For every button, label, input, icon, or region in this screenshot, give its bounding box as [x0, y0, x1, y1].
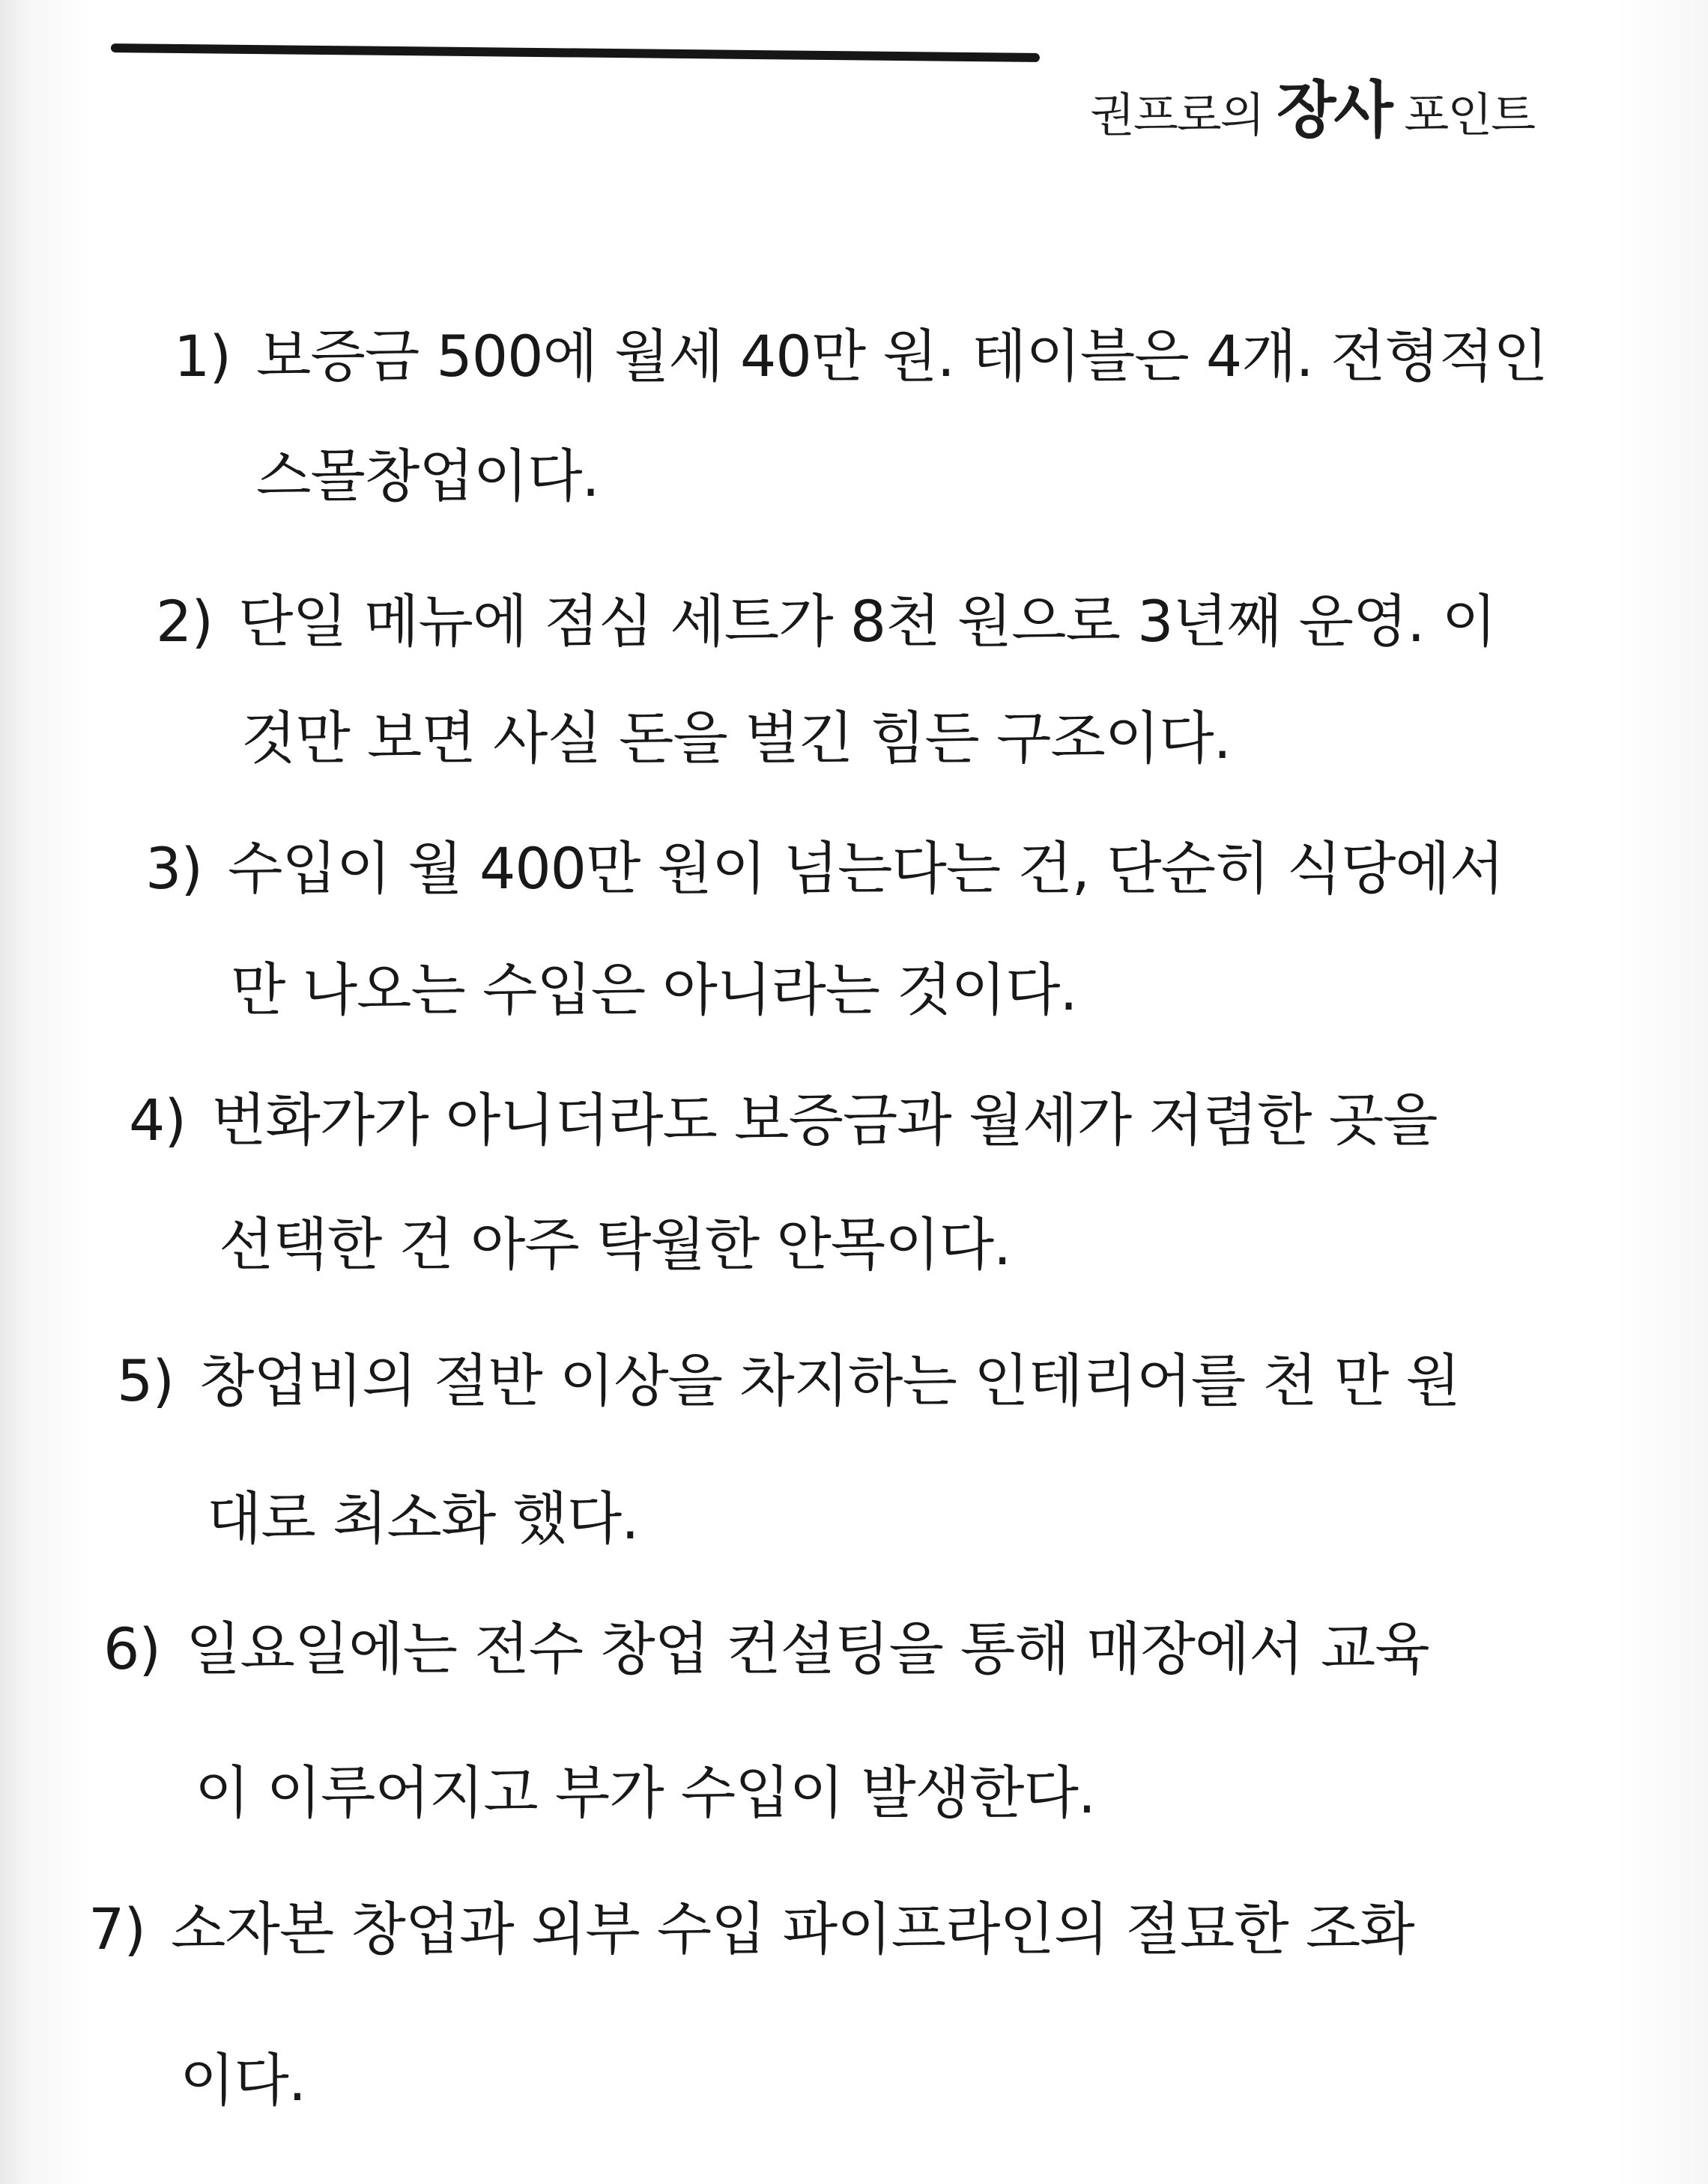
point-1-line-2	[256, 443, 599, 509]
point-3-number: 3)	[145, 835, 203, 902]
point-6-line-2	[195, 1759, 1096, 1826]
point-4-line-2	[219, 1211, 1011, 1278]
point-5-text-1: 창업비의 절반 이상을 차지하는 인테리어를 천 만 원	[199, 1347, 1460, 1414]
point-4-line-1	[129, 1087, 1438, 1153]
point-3-line-1	[145, 835, 1504, 902]
point-7-line-2	[180, 2047, 306, 2114]
point-5-line-1	[117, 1347, 1460, 1414]
point-2-text-1: 단일 메뉴에 점심 세트가 8천 원으로 3년째 운영. 이	[238, 588, 1497, 655]
point-1-text-2: 스몰창업이다.	[256, 443, 599, 509]
point-5-number: 5)	[117, 1347, 175, 1414]
point-3-text-1: 수입이 월 400만 원이 넘는다는 건, 단순히 식당에서	[228, 835, 1504, 902]
point-7-text-2: 이다.	[180, 2047, 306, 2114]
header-title-strong: 장사	[1277, 75, 1391, 146]
point-6-text-2: 이 이루어지고 부가 수입이 발생한다.	[195, 1759, 1096, 1826]
point-2-line-2	[241, 705, 1231, 771]
point-4-text-2: 선택한 건 아주 탁월한 안목이다.	[219, 1211, 1011, 1278]
point-5-line-2	[207, 1485, 639, 1552]
header-title-prefix: 권프로의	[1090, 88, 1277, 142]
point-5-text-2: 대로 최소화 했다.	[207, 1485, 639, 1552]
point-1-text-1: 보증금 500에 월세 40만 원. 테이블은 4개. 전형적인	[256, 323, 1548, 389]
point-3-text-2: 만 나오는 수입은 아니라는 것이다.	[231, 956, 1077, 1023]
point-1-line-1	[174, 323, 1548, 389]
point-6-text-1: 일요일에는 전수 창업 컨설팅을 통해 매장에서 교육	[186, 1616, 1429, 1682]
point-6-number: 6)	[103, 1616, 161, 1682]
point-4-text-1: 번화가가 아니더라도 보증금과 월세가 저렴한 곳을	[211, 1087, 1438, 1153]
point-2-text-2: 것만 보면 사실 돈을 벌긴 힘든 구조이다.	[241, 705, 1231, 771]
point-7-text-1: 소자본 창업과 외부 수입 파이프라인의 절묘한 조화	[171, 1896, 1414, 1962]
point-4-number: 4)	[129, 1087, 187, 1153]
point-1-number: 1)	[174, 323, 231, 389]
point-6-line-1	[103, 1616, 1429, 1682]
header-title-suffix: 포인트	[1390, 88, 1535, 142]
point-3-line-2	[231, 956, 1077, 1023]
point-2-number: 2)	[156, 588, 214, 655]
point-7-number: 7)	[88, 1896, 146, 1962]
point-7-line-1	[88, 1896, 1414, 1962]
point-2-line-1	[156, 588, 1497, 655]
